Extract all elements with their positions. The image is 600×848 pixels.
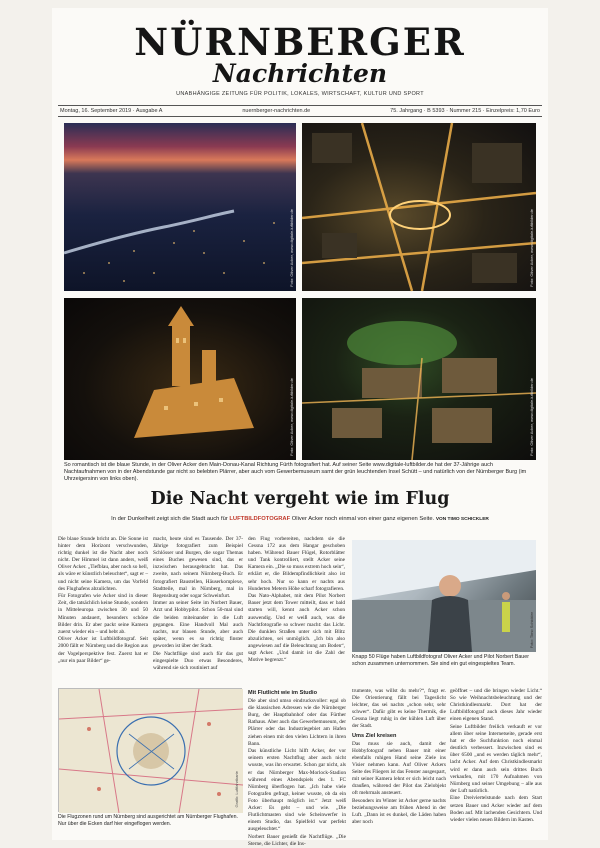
photo-credit: Foto: Oliver Acker, www.digitale-luftbilder.de [529,378,534,456]
paragraph: Die aber sind umso eindrucksvoller: egal ob die klassischen Adressen wie die Nürnberger Burg, der Hauptbahnhof oder das Fürther Rathaus. Aber auch das Gewerbemuseum, der Plärrer oder das Industriegebiet am Hafen ziehen einen mit den vielen Lichtern in ihren Bann. [248,698,346,747]
dateline-date: Montag, 16. September 2019 · Ausgabe A [60,108,163,114]
photo-canal-blue-hour [64,123,296,291]
photo-plaerrer-night [302,123,536,291]
photo-gewerbemuseum-night [302,298,536,460]
article-headline: Die Nacht vergeht wie im Flug [150,489,450,509]
article-column-5 [352,688,446,836]
map-flight-zones [58,688,242,812]
masthead-tagline: UNABHÄNGIGE ZEITUNG FÜR POLITIK, LOKALES, WIRTSCHAFT, KULTUR UND SPORT [176,91,424,97]
subheading-ziel: Ums Ziel kreisen [352,732,397,739]
article-deck [52,516,548,522]
paragraph: den Flug vorbereiten, nachdem sie die Cessna 172 aus dem Hangar geschoben haben. Während Bauer Flügel, Rotorblätter und Tank kontrolliert, stellt Acker seine Kamera ein. „Die so muss extrem hoch sein“, erklärt er, die Bildempfindlichkeit also ist sehr hoch. Nur so kann er nachts aus Hunderten Metern Höhe scharf fotografieren. [248,536,345,592]
masthead [52,22,548,97]
paragraph: Besonders im Winter ist Acker gerne nachts beziehungsweise am frühen Abend in der Luft. „Dann ist es dunkel, die Läden haben aber noch [352,797,446,826]
paragraph: Immer an seiner Seite im Norbert Bauer, Arzt und Hobbypilot. Schon 50-mal sind die beiden miteinander in die Luft gegangen. Eine Handvoll Mal auch nachts, nur blauen Stunde, aber auch später, wenn es so richtig finster geworden ist über der Stadt. [153,600,243,649]
article-column-4 [248,688,346,847]
paragraph: Norbert Bauer genießt die Nachtflüge. „Die Sterne, die Lichter, die Ins- [248,833,346,847]
caption-pilots: Knapp 50 Flüge haben Luftbildfotograf Oliver Acker und Pilot Norbert Bauer schon zusammen unternommen. Sie sind ein gut eingespieltes Team. [352,654,529,667]
photo-credit: Foto: Oliver Acker, www.digitale-luftbilder.de [289,209,294,287]
subheading-flutlicht: Mit Flutlicht wie im Studio [248,690,317,696]
photo-pilots-at-plane [352,540,536,652]
newspaper-page [52,8,548,847]
photo-kaiserburg-night [64,298,296,460]
caption-night-photos: So romantisch ist die blaue Stunde, in der Oliver Acker den Main-Donau-Kanal Richtung Fürth fotografiert hat. Auf seiner Seite www.digitale-luftbilder.de hat der 37-Jährige auch Nachtaufnahmen von in der Abendstunde gar nicht so belebten Plärrer, aber auch vom Gewerbemuseum samt der grün leuchtenden Insel Schütt – und natürlich von der Nürnberger Burg (im Uhrzeigersinn von links oben). [64,462,527,482]
photo-credit: Foto: Timo Schickler [529,611,534,648]
deck-suffix: Oliver Acker noch einmal von einer ganz eigenen Seite. [290,516,435,522]
paragraph: geöffnet – und die bringen wieder Licht.“ So wie Weihnachtsbeleuchtung und der Christkindlesmarkt. Dort hat der Luftbildfotograf auch dieses Jahr wieder einen eigenen Stand. [450,688,542,723]
paragraph: trumente, was willst du mehr?“, fragt er. Die Orientierung fällt bei Tageslicht leichter, das sei nachts „schon sehr, sehr schwer“. Dafür gibt es keine Thermik, die Cessna liegt ruhig in der kühlen Luft über der Stadt. [352,688,446,730]
masthead-title: NÜRNBERGER [134,20,466,64]
paragraph: Die Nachtflüge sind auch für das gut eingespielte Duo etwas Besonderes, während sie sich routiniert auf [153,650,243,671]
dateline-website: nuernberger-nachrichten.de [242,108,311,114]
paragraph: Die blaue Stunde bricht an. Die Sonne ist hinter dem Horizont verschwunden, richtig dunkel ist die Nacht aber noch nicht. Der Himmel ist dann anders, weiß Oliver Acker. „Tiefblau, aber noch so hell, als wäre er künstlich beleuchtet“, sagt er – und nicht seine Kamera, um das Vorfeld des Flughafens abzulichten. [58,536,148,592]
caption-map: Die Flugzonen rund um Nürnberg sind ausgerichtet am Nürnberger Flughafen. Nur über die Ecken darf hier eingeflogen werden. [58,814,238,827]
article-column-6 [450,688,542,836]
deck-highlight: LUFTBILDFOTOGRAF [229,516,291,522]
article-column-2 [153,536,243,684]
dateline [58,105,542,117]
paragraph: Seine Luftbilder freilich verkauft er vor allem über seine Internetseite, gerade erst hat er die Suchfunktion noch einmal deutlich verbessert. Inzwischen sind es über 6500 „und es werden täglich mehr“, lacht Acker. Auf dem Christkindlesmarkt wird er dann auch sein drittes Buch verkaufen, mit 170 Aufnahmen von Nürnberg und seiner Umgebung – alle aus der Luft natürlich. [450,723,542,794]
paragraph: Eine Dreiviertelstunde nach dem Start setzen Bauer und Acker wieder auf dem Boden auf. Mit lachenden Gesichtern. Und wieder vielen neuen Bildern im Kasten. [450,795,542,823]
paragraph: macht, heute sind es Tausende. Der 37-Jährige fotografiert zum Beispiel Schlösser und Burgen, die sogar Themas eines Buches gewesen sind, das er inzwischen herausgebracht hat. Das zweite, nach seinem Nürnberg-Buch. Er fotografiert Baustellen, Häuserkomplexe, Stadtteile, mal in Nürnberg, mal in Regensburg oder sogar Schweinfurt. [153,536,243,599]
dateline-issue: 75. Jahrgang · B 5393 · Nummer 215 · Einzelpreis: 1,70 Euro [390,108,540,114]
photo-credit: Foto: Oliver Acker, www.digitale-luftbilder.de [289,378,294,456]
map-credit: Grafik: Luftfahrtkarte [234,770,239,807]
deck-prefix: In der Dunkelheit zeigt sich die Stadt auch für [111,516,230,522]
paragraph: Das muss sie auch, damit der Hobbyfotograf neben Bauer mit einer ebenfalls ruhigen Hand seine Ziele ins Visier nehmen kann. Auf Oliver Ackers Seite des Fliegers ist das Fenster ausgespart, mit seiner Kamera lehnt er sich leicht nach draußen, während der Pilot das Zielobjekt oft mehrmals ansteuert. [352,740,447,797]
article-column-1 [58,536,148,684]
paragraph: Das Nato-Alphabet, mit dem Pilot Norbert Bauer jetzt dem Tower mitteilt, dass er bald starten will, kennt auch Acker schon auswendig. Und er weiß auch, was die Nachtfotografie so schwer macht: das Licht. Die dunklen Straßen unter sich mit Blitz abzulichten, sei unmöglich. „Ich bin also angewiesen auf die Beleuchtung am Boden“, sagt Acker. „Und damit ist die Zahl der Motive begrenzt.“ [248,593,345,664]
paragraph: Das künstliche Licht hilft Acker, der vor seinem ersten Nachtflug aber auch nicht wusste, was ihn erwartet. Schon gar nicht, als er das Nürnberger Max-Morlock-Stadion während eines Abendspiels des 1. FC Nürnberg überflogen hat. „Ich habe viele Fotografen gefragt, keiner wusste, ob da ein Foto überhaupt möglich ist.“ Jetzt weiß Acker: Es geht – und wie. „Die Flutlichtmasten sind wie Scheinwerfer in einem Studio, das Spielfeld war perfekt ausgeleuchtet.“ [248,748,346,833]
byline: VON TIMO SCHICKLER [435,517,489,522]
paragraph: Oliver Acker ist Luftbildfotograf. Seit 2000 fällt er Nürnberg und die Region aus der Vogelperspektive fest. Zuerst hat er „nur ein paar Bilder“ ge- [58,636,148,664]
article-column-3 [248,536,345,684]
photo-credit: Foto: Oliver Acker, www.digitale-luftbilder.de [529,209,534,287]
paragraph: Für Fotografen wie Acker sind in dieser Zeit, die tatsächlich keine Stunde, sondern in Mitteleuropa zwischen 30 und 50 Minuten andauert, besonders schöne Bilder drin. Er aber packt seine Kamera zuerst wieder ein – und hebt ab. [58,593,148,635]
masthead-subtitle: Nachrichten [212,59,388,88]
